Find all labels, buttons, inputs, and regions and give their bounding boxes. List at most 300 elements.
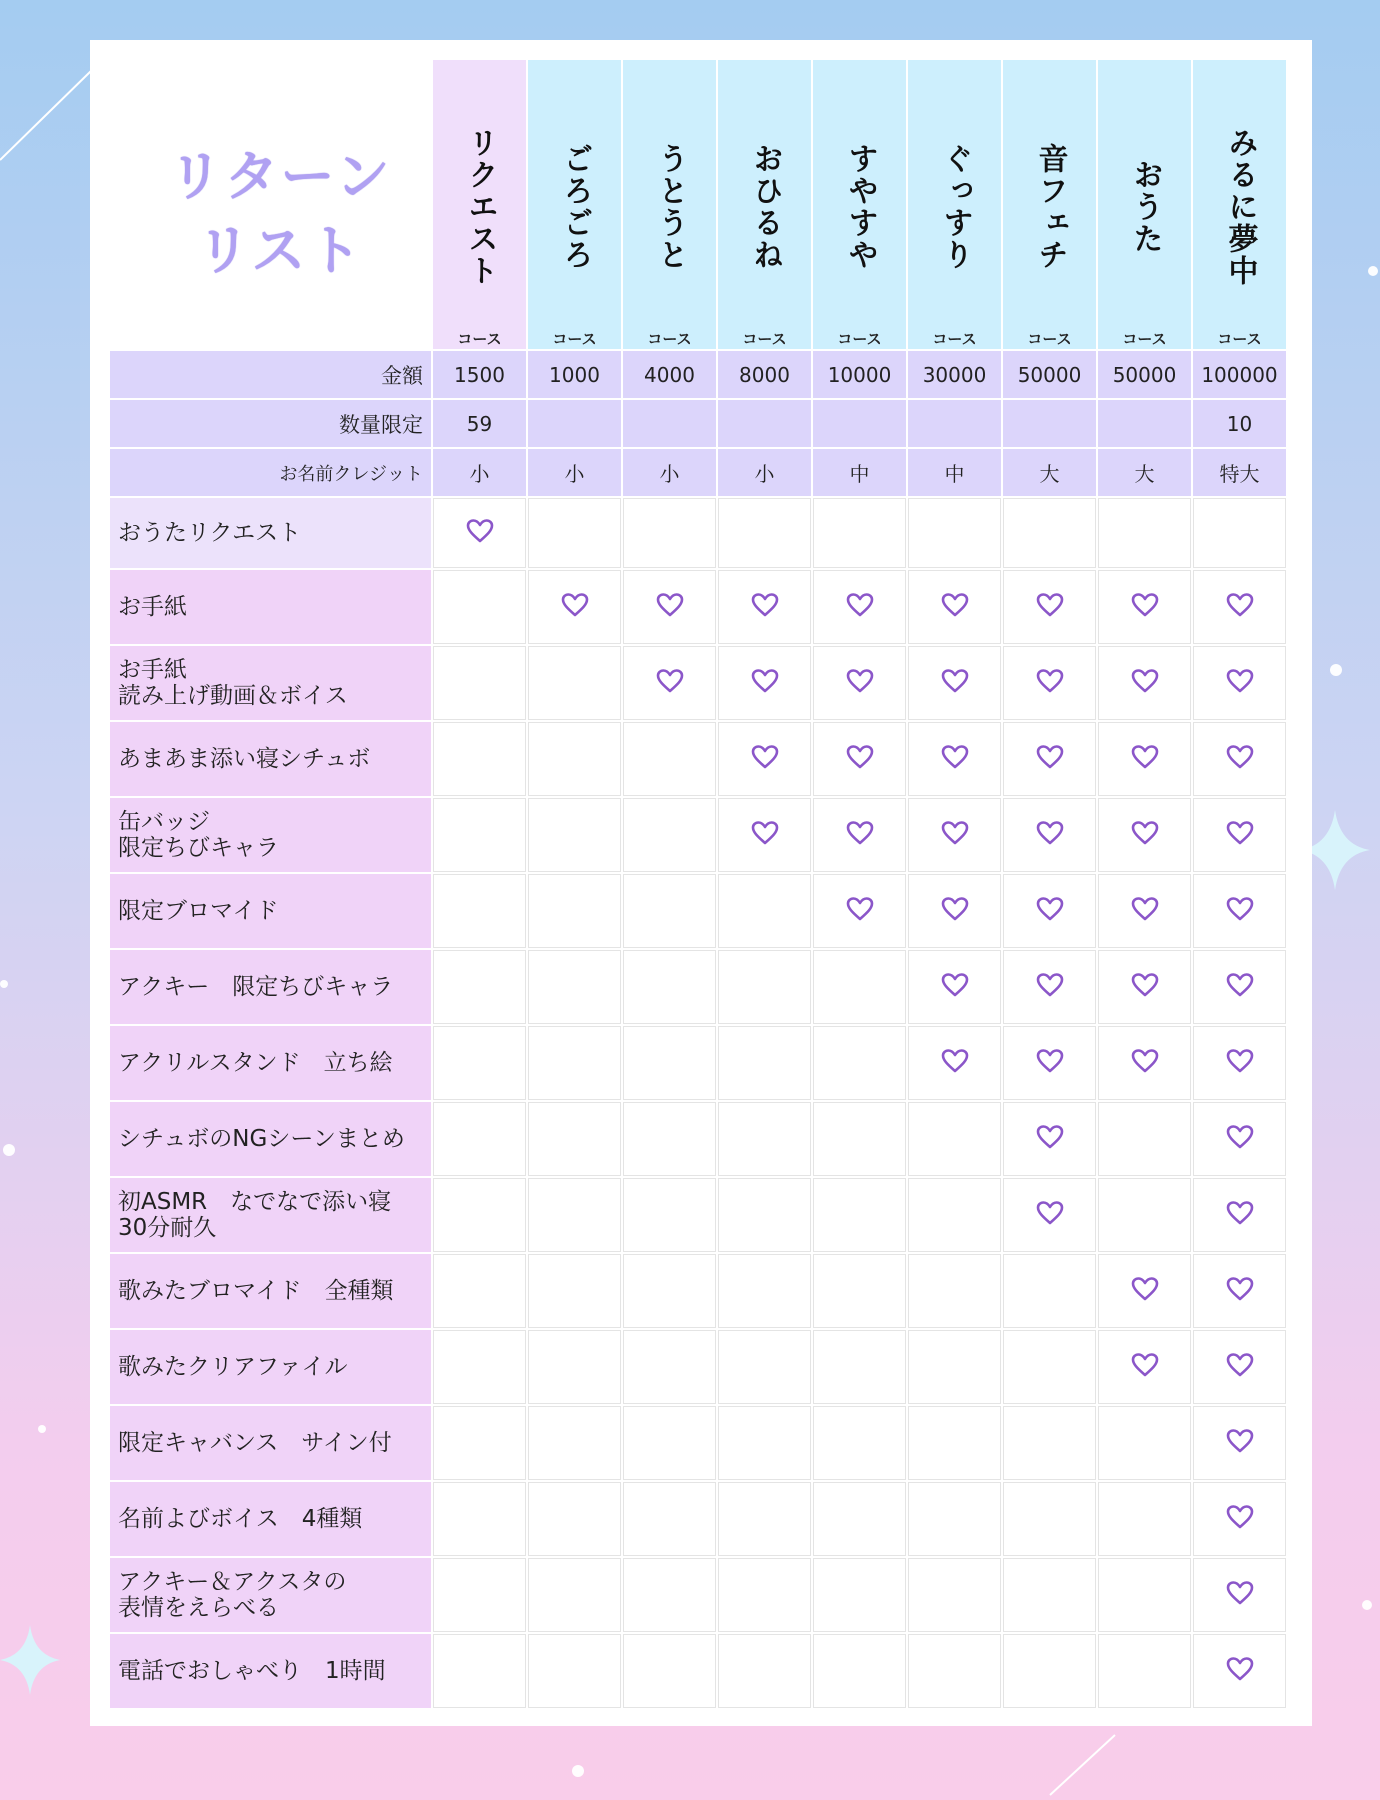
item-cell bbox=[433, 1482, 526, 1556]
item-cell bbox=[1098, 1558, 1191, 1632]
credit-value: 中 bbox=[908, 449, 1001, 496]
heart-icon bbox=[1036, 1124, 1064, 1150]
item-cell bbox=[1193, 722, 1286, 796]
item-cell bbox=[433, 874, 526, 948]
price-value: 50000 bbox=[1098, 351, 1191, 398]
heart-icon bbox=[1036, 820, 1064, 846]
limit-value bbox=[813, 400, 906, 447]
item-cell bbox=[623, 950, 716, 1024]
course-suffix: コース bbox=[742, 330, 787, 348]
item-cell bbox=[1098, 798, 1191, 872]
course-header bbox=[908, 60, 1001, 349]
item-label: アクリルスタンド 立ち絵 bbox=[110, 1026, 431, 1100]
price-row bbox=[110, 351, 1286, 398]
heart-icon bbox=[1226, 668, 1254, 694]
item-cell bbox=[718, 1634, 811, 1708]
shooting-star-line bbox=[1040, 1730, 1120, 1800]
item-label: おうたリクエスト bbox=[110, 498, 431, 568]
course-name: うとうと bbox=[652, 143, 688, 271]
item-cell bbox=[813, 874, 906, 948]
credit-value: 大 bbox=[1098, 449, 1191, 496]
item-cell bbox=[528, 722, 621, 796]
heart-icon bbox=[1036, 744, 1064, 770]
item-row bbox=[110, 1330, 1286, 1404]
return-table bbox=[108, 58, 1288, 1710]
item-cell bbox=[1098, 1482, 1191, 1556]
item-cell bbox=[813, 646, 906, 720]
limit-value: 10 bbox=[1193, 400, 1286, 447]
heart-icon bbox=[941, 592, 969, 618]
heart-icon bbox=[1226, 1504, 1254, 1530]
item-cell bbox=[908, 722, 1001, 796]
shooting-star-line bbox=[0, 60, 100, 170]
item-cell bbox=[1003, 1330, 1096, 1404]
item-cell bbox=[528, 1026, 621, 1100]
item-cell bbox=[1003, 874, 1096, 948]
course-header bbox=[813, 60, 906, 349]
item-cell bbox=[813, 722, 906, 796]
item-label: 名前よびボイス 4種類 bbox=[110, 1482, 431, 1556]
item-cell bbox=[908, 1482, 1001, 1556]
item-cell bbox=[1193, 1026, 1286, 1100]
heart-icon bbox=[846, 896, 874, 922]
item-cell bbox=[1003, 1406, 1096, 1480]
item-cell bbox=[908, 1406, 1001, 1480]
limit-value bbox=[1098, 400, 1191, 447]
price-value: 10000 bbox=[813, 351, 906, 398]
heart-icon bbox=[1226, 972, 1254, 998]
heart-icon bbox=[656, 592, 684, 618]
item-cell bbox=[718, 1330, 811, 1404]
item-cell bbox=[1193, 950, 1286, 1024]
item-row bbox=[110, 646, 1286, 720]
item-cell bbox=[813, 950, 906, 1024]
item-row bbox=[110, 798, 1286, 872]
item-cell bbox=[813, 1330, 906, 1404]
item-cell bbox=[908, 1330, 1001, 1404]
credit-value: 小 bbox=[433, 449, 526, 496]
item-cell bbox=[908, 498, 1001, 568]
heart-icon bbox=[1226, 896, 1254, 922]
course-header bbox=[528, 60, 621, 349]
item-cell bbox=[433, 798, 526, 872]
heart-icon bbox=[1036, 896, 1064, 922]
item-cell bbox=[908, 874, 1001, 948]
item-cell bbox=[718, 950, 811, 1024]
item-row bbox=[110, 1254, 1286, 1328]
item-cell bbox=[623, 1558, 716, 1632]
item-row bbox=[110, 722, 1286, 796]
item-cell bbox=[528, 1634, 621, 1708]
item-cell bbox=[623, 722, 716, 796]
price-value: 1000 bbox=[528, 351, 621, 398]
limit-row bbox=[110, 400, 1286, 447]
item-row bbox=[110, 1558, 1286, 1632]
item-cell bbox=[1098, 874, 1191, 948]
credit-value: 特大 bbox=[1193, 449, 1286, 496]
item-cell bbox=[528, 798, 621, 872]
item-cell bbox=[1003, 798, 1096, 872]
heart-icon bbox=[1036, 972, 1064, 998]
limit-value bbox=[528, 400, 621, 447]
price-value: 8000 bbox=[718, 351, 811, 398]
heart-icon bbox=[846, 668, 874, 694]
course-header bbox=[433, 60, 526, 349]
item-cell bbox=[1003, 1634, 1096, 1708]
item-cell bbox=[718, 722, 811, 796]
item-cell bbox=[1098, 1406, 1191, 1480]
item-cell bbox=[528, 1330, 621, 1404]
price-value: 4000 bbox=[623, 351, 716, 398]
heart-icon bbox=[1226, 1352, 1254, 1378]
course-name: ぐっすり bbox=[937, 143, 973, 271]
item-row bbox=[110, 498, 1286, 568]
course-name: 音フェチ bbox=[1032, 143, 1068, 271]
item-cell bbox=[813, 1254, 906, 1328]
heart-icon bbox=[1036, 668, 1064, 694]
course-suffix: コース bbox=[932, 330, 977, 348]
heart-icon bbox=[1226, 744, 1254, 770]
heart-icon bbox=[561, 592, 589, 618]
item-cell bbox=[718, 1254, 811, 1328]
course-suffix: コース bbox=[647, 330, 692, 348]
item-cell bbox=[908, 798, 1001, 872]
item-label: シチュボのNGシーンまとめ bbox=[110, 1102, 431, 1176]
item-label: お手紙 bbox=[110, 570, 431, 644]
heart-icon bbox=[1226, 1124, 1254, 1150]
item-cell bbox=[433, 722, 526, 796]
heart-icon bbox=[1226, 592, 1254, 618]
item-cell bbox=[528, 1482, 621, 1556]
item-cell bbox=[718, 1558, 811, 1632]
star-dot bbox=[3, 1144, 15, 1156]
item-cell bbox=[1003, 950, 1096, 1024]
item-cell bbox=[623, 874, 716, 948]
price-value: 30000 bbox=[908, 351, 1001, 398]
item-row bbox=[110, 950, 1286, 1024]
item-cell bbox=[623, 498, 716, 568]
item-cell bbox=[1193, 1330, 1286, 1404]
star-dot bbox=[1368, 266, 1378, 276]
heart-icon bbox=[1131, 972, 1159, 998]
item-label: お手紙 読み上げ動画＆ボイス bbox=[110, 646, 431, 720]
heart-icon bbox=[846, 592, 874, 618]
item-cell bbox=[433, 646, 526, 720]
item-cell bbox=[528, 1254, 621, 1328]
item-cell bbox=[1193, 1634, 1286, 1708]
heart-icon bbox=[1131, 820, 1159, 846]
item-cell bbox=[908, 1102, 1001, 1176]
item-cell bbox=[1003, 1102, 1096, 1176]
heart-icon bbox=[1226, 1048, 1254, 1074]
heart-icon bbox=[1226, 1200, 1254, 1226]
heart-icon bbox=[751, 592, 779, 618]
item-cell bbox=[433, 950, 526, 1024]
item-row bbox=[110, 1102, 1286, 1176]
item-cell bbox=[1003, 1482, 1096, 1556]
item-cell bbox=[623, 1102, 716, 1176]
heart-icon bbox=[466, 518, 494, 544]
item-cell bbox=[813, 1558, 906, 1632]
heart-icon bbox=[1226, 1580, 1254, 1606]
item-cell bbox=[1098, 1330, 1191, 1404]
credit-value: 小 bbox=[718, 449, 811, 496]
item-cell bbox=[1098, 1026, 1191, 1100]
item-cell bbox=[623, 646, 716, 720]
item-cell bbox=[718, 498, 811, 568]
logo-line-1: リターン bbox=[168, 145, 392, 208]
item-cell bbox=[813, 798, 906, 872]
credit-value: 大 bbox=[1003, 449, 1096, 496]
item-cell bbox=[1193, 1178, 1286, 1252]
item-cell bbox=[813, 1482, 906, 1556]
item-cell bbox=[1193, 1102, 1286, 1176]
item-cell bbox=[1193, 1482, 1286, 1556]
item-label: 限定ブロマイド bbox=[110, 874, 431, 948]
course-suffix: コース bbox=[1027, 330, 1072, 348]
item-label: 歌みたブロマイド 全種類 bbox=[110, 1254, 431, 1328]
course-suffix: コース bbox=[1217, 330, 1262, 348]
item-cell bbox=[528, 570, 621, 644]
item-cell bbox=[718, 798, 811, 872]
limit-value bbox=[1003, 400, 1096, 447]
item-cell bbox=[623, 1330, 716, 1404]
price-value: 1500 bbox=[433, 351, 526, 398]
heart-icon bbox=[941, 668, 969, 694]
heart-icon bbox=[941, 972, 969, 998]
item-cell bbox=[908, 950, 1001, 1024]
heart-icon bbox=[751, 744, 779, 770]
item-cell bbox=[908, 570, 1001, 644]
course-suffix: コース bbox=[457, 330, 502, 348]
logo-line-2: リスト bbox=[196, 219, 364, 282]
heart-icon bbox=[656, 668, 684, 694]
credit-value: 中 bbox=[813, 449, 906, 496]
item-row bbox=[110, 570, 1286, 644]
item-cell bbox=[908, 1254, 1001, 1328]
course-header bbox=[718, 60, 811, 349]
price-value: 50000 bbox=[1003, 351, 1096, 398]
item-row bbox=[110, 1406, 1286, 1480]
course-header bbox=[623, 60, 716, 349]
heart-icon bbox=[751, 820, 779, 846]
item-cell bbox=[623, 570, 716, 644]
course-name: リクエスト bbox=[462, 127, 498, 287]
item-cell bbox=[813, 570, 906, 644]
item-cell bbox=[1098, 646, 1191, 720]
course-name: すやすや bbox=[842, 143, 878, 271]
item-cell bbox=[1003, 722, 1096, 796]
course-name: ごろごろ bbox=[557, 143, 593, 271]
price-value: 100000 bbox=[1193, 351, 1286, 398]
heart-icon bbox=[1131, 744, 1159, 770]
item-cell bbox=[813, 1026, 906, 1100]
heart-icon bbox=[941, 820, 969, 846]
item-row bbox=[110, 1178, 1286, 1252]
item-cell bbox=[1193, 1406, 1286, 1480]
item-cell bbox=[1193, 1254, 1286, 1328]
item-cell bbox=[908, 646, 1001, 720]
item-label: 限定キャバンス サイン付 bbox=[110, 1406, 431, 1480]
item-cell bbox=[528, 1178, 621, 1252]
item-cell bbox=[718, 1406, 811, 1480]
item-cell bbox=[718, 1482, 811, 1556]
item-cell bbox=[433, 498, 526, 568]
limit-value: 59 bbox=[433, 400, 526, 447]
course-name: おうた bbox=[1127, 159, 1163, 255]
item-label: 電話でおしゃべり 1時間 bbox=[110, 1634, 431, 1708]
item-cell bbox=[623, 1634, 716, 1708]
heart-icon bbox=[846, 744, 874, 770]
item-cell bbox=[623, 1406, 716, 1480]
item-cell bbox=[1193, 1558, 1286, 1632]
limit-label: 数量限定 bbox=[110, 400, 431, 447]
course-header bbox=[1003, 60, 1096, 349]
item-cell bbox=[623, 798, 716, 872]
credit-row bbox=[110, 449, 1286, 496]
item-cell bbox=[1098, 1634, 1191, 1708]
heart-icon bbox=[1036, 1048, 1064, 1074]
item-cell bbox=[433, 1254, 526, 1328]
item-cell bbox=[1193, 498, 1286, 568]
item-cell bbox=[1098, 1178, 1191, 1252]
item-label: 初ASMR なでなで添い寝 30分耐久 bbox=[110, 1178, 431, 1252]
item-row bbox=[110, 1026, 1286, 1100]
sparkle-icon bbox=[0, 1625, 60, 1695]
heart-icon bbox=[1131, 1276, 1159, 1302]
item-cell bbox=[433, 570, 526, 644]
item-cell bbox=[1003, 1178, 1096, 1252]
limit-value bbox=[623, 400, 716, 447]
item-cell bbox=[718, 1178, 811, 1252]
heart-icon bbox=[1036, 1200, 1064, 1226]
item-row bbox=[110, 1482, 1286, 1556]
item-cell bbox=[433, 1102, 526, 1176]
star-dot bbox=[572, 1765, 584, 1777]
course-name: おひるね bbox=[747, 143, 783, 271]
item-cell bbox=[1098, 498, 1191, 568]
item-cell bbox=[1098, 570, 1191, 644]
heart-icon bbox=[1226, 1428, 1254, 1454]
item-cell bbox=[1098, 1102, 1191, 1176]
heart-icon bbox=[941, 1048, 969, 1074]
star-dot bbox=[38, 1425, 46, 1433]
item-cell bbox=[1193, 646, 1286, 720]
item-cell bbox=[1193, 798, 1286, 872]
item-cell bbox=[623, 1254, 716, 1328]
item-cell bbox=[528, 950, 621, 1024]
credit-value: 小 bbox=[623, 449, 716, 496]
item-label: 缶バッジ 限定ちびキャラ bbox=[110, 798, 431, 872]
item-cell bbox=[813, 498, 906, 568]
item-cell bbox=[813, 1102, 906, 1176]
heart-icon bbox=[846, 820, 874, 846]
item-cell bbox=[528, 498, 621, 568]
price-label: 金額 bbox=[110, 351, 431, 398]
item-cell bbox=[908, 1558, 1001, 1632]
item-cell bbox=[623, 1178, 716, 1252]
heart-icon bbox=[1036, 592, 1064, 618]
item-cell bbox=[908, 1026, 1001, 1100]
heart-icon bbox=[1131, 1048, 1159, 1074]
item-cell bbox=[908, 1634, 1001, 1708]
heart-icon bbox=[1131, 592, 1159, 618]
item-cell bbox=[1193, 570, 1286, 644]
item-label: 歌みたクリアファイル bbox=[110, 1330, 431, 1404]
item-cell bbox=[528, 1558, 621, 1632]
item-cell bbox=[623, 1026, 716, 1100]
item-cell bbox=[718, 874, 811, 948]
item-cell bbox=[813, 1178, 906, 1252]
item-cell bbox=[433, 1634, 526, 1708]
item-cell bbox=[528, 1406, 621, 1480]
item-cell bbox=[433, 1026, 526, 1100]
item-cell bbox=[1098, 722, 1191, 796]
item-cell bbox=[1003, 1558, 1096, 1632]
course-suffix: コース bbox=[1122, 330, 1167, 348]
item-cell bbox=[718, 1026, 811, 1100]
item-cell bbox=[718, 646, 811, 720]
header-corner bbox=[110, 60, 431, 349]
item-label: アクキー 限定ちびキャラ bbox=[110, 950, 431, 1024]
item-cell bbox=[908, 1178, 1001, 1252]
heart-icon bbox=[751, 668, 779, 694]
credit-label: お名前クレジット bbox=[110, 449, 431, 496]
limit-value bbox=[908, 400, 1001, 447]
course-header-row bbox=[110, 60, 1286, 349]
course-name: みるに夢中 bbox=[1222, 127, 1258, 287]
item-label: アクキー＆アクスタの 表情をえらべる bbox=[110, 1558, 431, 1632]
item-cell bbox=[1003, 646, 1096, 720]
item-cell bbox=[1193, 874, 1286, 948]
item-cell bbox=[433, 1330, 526, 1404]
item-cell bbox=[528, 1102, 621, 1176]
item-cell bbox=[1098, 1254, 1191, 1328]
item-cell bbox=[718, 1102, 811, 1176]
heart-icon bbox=[1226, 820, 1254, 846]
item-label: あまあま添い寝シチュボ bbox=[110, 722, 431, 796]
heart-icon bbox=[1131, 896, 1159, 922]
credit-value: 小 bbox=[528, 449, 621, 496]
heart-icon bbox=[1226, 1656, 1254, 1682]
item-cell bbox=[813, 1406, 906, 1480]
item-row bbox=[110, 1634, 1286, 1708]
star-dot bbox=[0, 980, 8, 988]
item-row bbox=[110, 874, 1286, 948]
item-cell bbox=[1003, 498, 1096, 568]
heart-icon bbox=[941, 744, 969, 770]
star-dot bbox=[1362, 1600, 1372, 1610]
heart-icon bbox=[941, 896, 969, 922]
course-header bbox=[1193, 60, 1286, 349]
item-cell bbox=[1003, 1026, 1096, 1100]
item-cell bbox=[433, 1178, 526, 1252]
star-dot bbox=[1330, 664, 1342, 676]
item-cell bbox=[1098, 950, 1191, 1024]
item-cell bbox=[528, 874, 621, 948]
heart-icon bbox=[1131, 668, 1159, 694]
item-cell bbox=[1003, 1254, 1096, 1328]
item-cell bbox=[623, 1482, 716, 1556]
heart-icon bbox=[1131, 1352, 1159, 1378]
course-suffix: コース bbox=[837, 330, 882, 348]
course-header bbox=[1098, 60, 1191, 349]
item-cell bbox=[433, 1558, 526, 1632]
item-cell bbox=[433, 1406, 526, 1480]
course-suffix: コース bbox=[552, 330, 597, 348]
item-cell bbox=[1003, 570, 1096, 644]
item-cell bbox=[813, 1634, 906, 1708]
